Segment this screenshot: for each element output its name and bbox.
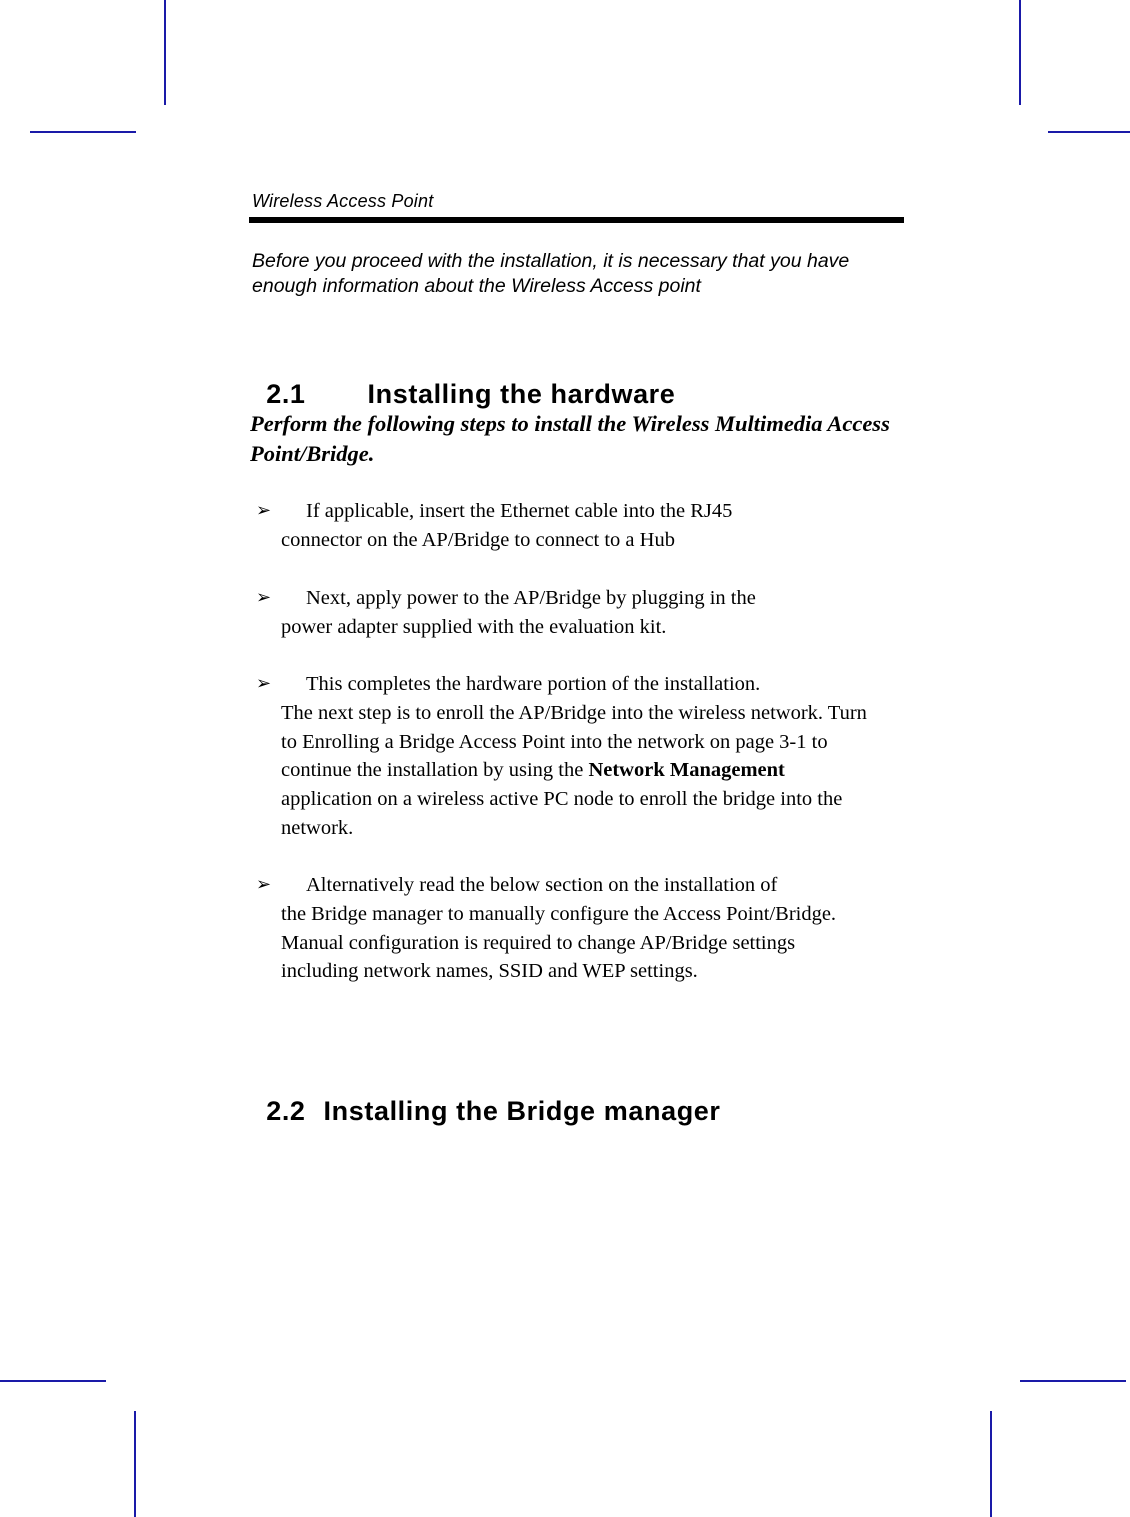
section-title: Installing the hardware bbox=[367, 379, 676, 409]
section-heading-2-1 bbox=[250, 348, 675, 410]
crop-mark-bottom-left-vertical bbox=[134, 1411, 136, 1517]
arrowhead-bullet-icon: ➢ bbox=[256, 673, 272, 694]
arrowhead-bullet-icon: ➢ bbox=[256, 874, 272, 895]
crop-mark-bottom-right-horizontal bbox=[1020, 1380, 1126, 1382]
section-number: 2.1 bbox=[266, 379, 306, 409]
intro-paragraph: Before you proceed with the installation, it is necessary that you have enough information about the Wireless Access point bbox=[252, 250, 850, 297]
section-number: 2.2 bbox=[266, 1096, 306, 1126]
crop-mark-top-right-vertical bbox=[1019, 0, 1021, 105]
crop-mark-top-right-horizontal bbox=[1048, 131, 1130, 133]
crop-mark-top-left-vertical bbox=[164, 0, 166, 105]
list-item: ➢ Next, apply power to the AP/Bridge by plugging in the power adapter supplied with the evaluation kit. bbox=[256, 584, 876, 642]
section-heading-2-2 bbox=[250, 1065, 721, 1127]
header-rule bbox=[249, 217, 904, 223]
network-management-term: Network Management bbox=[588, 759, 785, 782]
running-header-title: Wireless Access Point bbox=[252, 191, 434, 211]
list-item: ➢ Alternatively read the below section on the installation of the Bridge manager to manually configure the Access Point/Bridge. Manual configuration is required to change AP/Bridge settings including network names, SSID and WEP settings. bbox=[256, 871, 876, 986]
crop-mark-bottom-right-vertical bbox=[990, 1411, 992, 1517]
section-title: Installing the Bridge manager bbox=[323, 1096, 721, 1126]
lead-paragraph: Perform the following steps to install the Wireless Multimedia Access Point/Bridge. bbox=[250, 411, 890, 466]
list-item: ➢ If applicable, insert the Ethernet cable into the RJ45 connector on the AP/Bridge to connect to a Hub bbox=[256, 497, 876, 555]
arrowhead-bullet-icon: ➢ bbox=[256, 500, 272, 521]
arrowhead-bullet-icon: ➢ bbox=[256, 587, 272, 608]
list-item: ➢ This completes the hardware portion of the installation. The next step is to enroll the AP/Bridge into the wireless network. Turn to Enrolling a Bridge Access Point into the network on page 3-1 to continue the installation by using the Network Management application on a wireless active PC node to enroll the bridge into the network. bbox=[256, 670, 876, 843]
crop-mark-bottom-left-horizontal bbox=[0, 1380, 106, 1382]
crop-mark-top-left-horizontal bbox=[30, 131, 136, 133]
